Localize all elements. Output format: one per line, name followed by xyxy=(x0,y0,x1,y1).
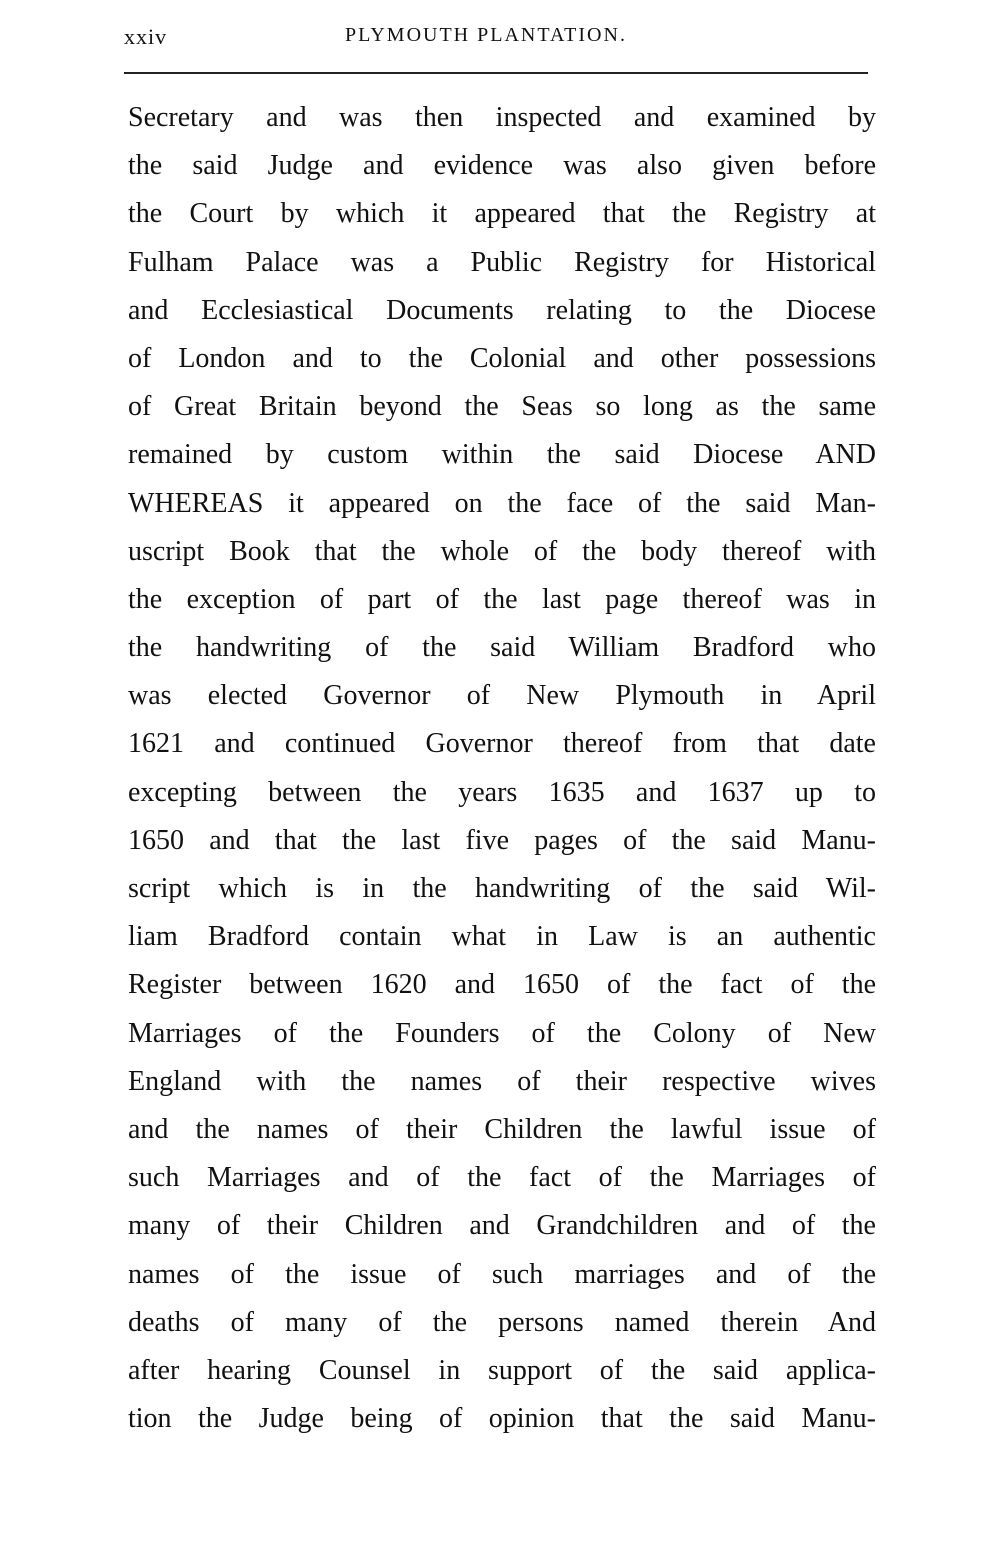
body-line: WHEREAS it appeared on the face of the said Man- xyxy=(128,487,876,519)
body-line: and Ecclesiastical Documents relating to the Diocese xyxy=(128,294,876,326)
body-line: names of the issue of such marriages and of the xyxy=(128,1258,876,1290)
body-line: England with the names of their respective wives xyxy=(128,1065,876,1097)
header-rule xyxy=(124,72,868,74)
body-line: script which is in the handwriting of the said Wil- xyxy=(128,873,876,904)
running-title: PLYMOUTH PLANTATION. xyxy=(345,24,627,46)
body-line: the exception of part of the last page thereof was in xyxy=(128,583,876,615)
body-line: many of their Children and Grandchildren and of the xyxy=(128,1210,876,1242)
body-line: the said Judge and evidence was also given before xyxy=(128,150,876,182)
body-line: and the names of their Children the lawful issue of xyxy=(128,1113,876,1145)
body-line: such Marriages and of the fact of the Marriages of xyxy=(128,1162,876,1194)
body-line: 1621 and continued Governor thereof from that date xyxy=(128,728,876,760)
body-line: liam Bradford contain what in Law is an authentic xyxy=(128,921,876,953)
body-line: Secretary and was then inspected and examined by xyxy=(128,102,876,133)
body-line: tion the Judge being of opinion that the said Manu- xyxy=(128,1403,876,1435)
body-line: Register between 1620 and 1650 of the fact of the xyxy=(128,969,876,1001)
body-line: remained by custom within the said Diocese AND xyxy=(128,439,876,471)
body-line: after hearing Counsel in support of the said applica- xyxy=(128,1354,876,1386)
body-line: excepting between the years 1635 and 1637 up to xyxy=(128,776,876,808)
body-line: deaths of many of the persons named therein And xyxy=(128,1306,876,1338)
body-line: of Great Britain beyond the Seas so long as the same xyxy=(128,391,876,423)
body-line: uscript Book that the whole of the body thereof with xyxy=(128,535,876,567)
body-line: 1650 and that the last five pages of the said Manu- xyxy=(128,824,876,856)
body-line: was elected Governor of New Plymouth in April xyxy=(128,680,876,712)
body-line: the handwriting of the said William Bradford who xyxy=(128,632,876,664)
body-text xyxy=(128,94,876,1443)
body-line: Fulham Palace was a Public Registry for Historical xyxy=(128,246,876,278)
page-number: xxiv xyxy=(124,24,168,49)
body-line: of London and to the Colonial and other possessions xyxy=(128,342,876,374)
body-line: the Court by which it appeared that the Registry at xyxy=(128,198,876,230)
body-line: Marriages of the Founders of the Colony of New xyxy=(128,1017,876,1049)
